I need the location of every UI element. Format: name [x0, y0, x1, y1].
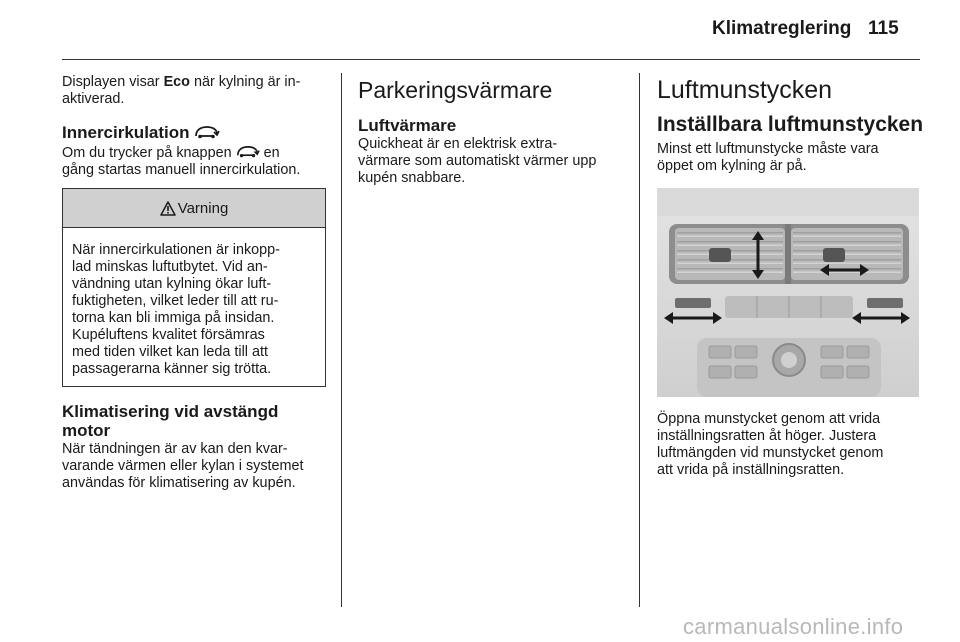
parking-heater-heading: Parkeringsvärmare — [358, 77, 553, 103]
column-1 — [62, 74, 328, 492]
air-heater-paragraph: Quickheat är en elektrisk extra- värmare som automatiskt värmer upp kupén snabbare. — [358, 136, 597, 186]
air-heater-subheading: Luftvärmare — [358, 116, 457, 135]
eco-paragraph: Displayen visar Eco när kylning är in- aktiverad. — [62, 74, 301, 107]
watermark: carmanualsonline.info — [683, 614, 904, 639]
column-3 — [657, 74, 925, 479]
remote-climate-heading: Klimatisering vid avstängd motor — [62, 402, 279, 440]
recirculation-icon-inline — [236, 145, 260, 158]
vents-intro-paragraph: Minst ett luftmunstycke måste vara öppet om kylning är på. — [657, 141, 879, 174]
vents-instruction-paragraph: Öppna munstycket genom att vrida inställningsratten åt höger. Justera luftmängden vid munstycket genom att vrida på inställningsratten. — [657, 411, 884, 478]
adjustable-vents-subheading: Inställbara luftmunstycken — [657, 113, 924, 136]
recirculation-icon — [194, 125, 220, 139]
warning-title: Varning — [177, 199, 229, 217]
warning-header — [63, 189, 325, 228]
column-divider-1 — [341, 73, 342, 607]
recirc-heading: Innercirkulation — [62, 123, 328, 142]
remote-climate-paragraph: När tändningen är av kan den kvar- varande värmen eller kylan i systemet användas för klimatisering av kupén. — [62, 441, 304, 491]
air-vent-photo — [657, 188, 919, 397]
column-2 — [358, 74, 630, 187]
eco-label: Eco — [163, 74, 190, 90]
warning-body: När innercirkulationen är inkopp- lad minskas luftutbytet. Vid an- vändning utan kylning ökar luft- fuktigheten, vilket leder till att ru- torna kan bli immiga på insidan. Kupéluftens kvalitet försämras med tiden vilket kan leda till att passagerarna känner sig trötta. — [72, 242, 280, 377]
column-divider-2 — [639, 73, 640, 607]
recirc-paragraph: Om du trycker på knappen en gång startas manuell innercirkulation. — [62, 145, 301, 178]
air-vents-heading: Luftmunstycken — [657, 76, 833, 104]
warning-box — [62, 188, 326, 387]
warning-triangle-icon — [160, 201, 176, 216]
header-rule — [62, 59, 920, 60]
page-header-title: Klimatreglering — [712, 18, 852, 39]
page-number: 115 — [868, 18, 899, 39]
